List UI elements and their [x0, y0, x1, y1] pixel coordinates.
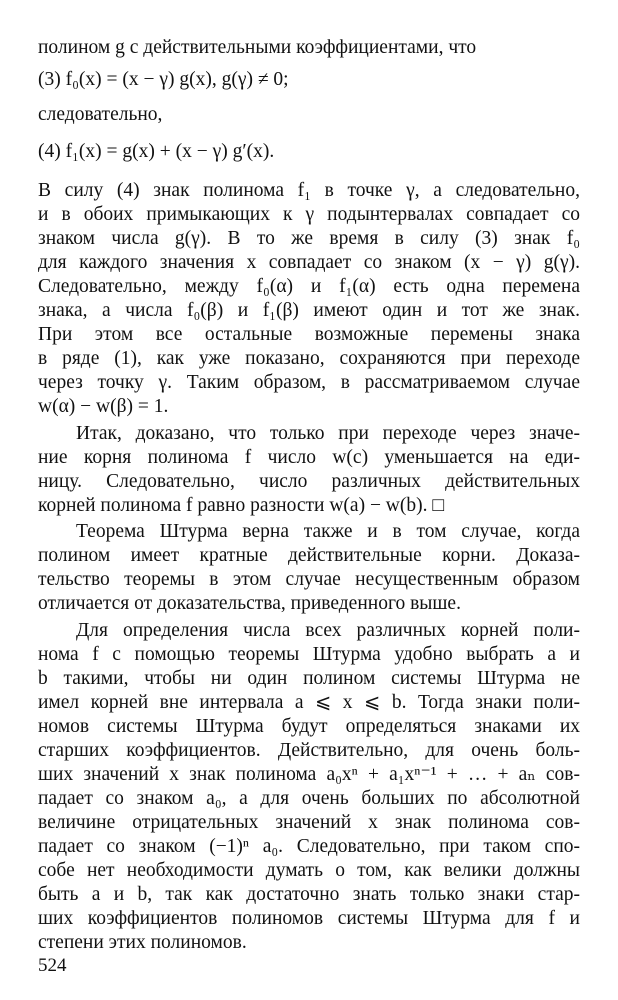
text-line: быть a и b, так как достаточно знать только знаки стар-	[38, 884, 580, 905]
text-line: следовательно,	[38, 104, 163, 125]
text-line: и в обоих примыкающих к γ подынтервалах совпадает со	[38, 204, 580, 225]
text-line: нома f с помощью теоремы Штурма удобно выбрать a и	[38, 644, 580, 665]
text-line: b такими, чтобы ни один полином системы Штурма не	[38, 668, 580, 689]
text-line: тельство теоремы в этом случае несущественным образом	[38, 569, 580, 590]
text-line: ших коэффициентов полиномов системы Штурма для f и	[38, 908, 580, 929]
text-line: для каждого значения x совпадает со знаком (x − γ) g(γ).	[38, 252, 580, 273]
text-line: w(α) − w(β) = 1.	[38, 396, 169, 417]
text-line: отличается от доказательства, приведенного выше.	[38, 593, 461, 614]
text-line: в ряде (1), как уже показано, сохраняются при переходе	[38, 348, 580, 369]
text-line: ницу. Следовательно, число различных действительных	[38, 471, 580, 492]
text-line: При этом все остальные возможные перемены знака	[38, 324, 580, 345]
text-line: через точку γ. Таким образом, в рассматриваемом случае	[38, 372, 580, 393]
text-line: величине отрицательных значений x знак полинома сов-	[38, 812, 580, 833]
text-line: номов системы Штурма будут определяться знаками их	[38, 716, 580, 737]
text-line: Теорема Штурма верна также и в том случае, когда	[76, 521, 580, 542]
text-line: знака, а числа f₀(β) и f₁(β) имеют один и тот же знак.	[38, 300, 580, 321]
text-line: Для определения числа всех различных корней поли-	[76, 620, 580, 641]
text-line: падает со знаком a₀, а для очень больших по абсолютной	[38, 788, 580, 809]
text-line: В силу (4) знак полинома f₁ в точке γ, а следовательно,	[38, 180, 580, 201]
text-line: Итак, доказано, что только при переходе через значе-	[76, 423, 580, 444]
text-line: знаком числа g(γ). В то же время в силу (3) знак f₀	[38, 228, 580, 249]
text-line: Следовательно, между f₀(α) и f₁(α) есть одна перемена	[38, 276, 580, 297]
text-line: падает со знаком (−1)ⁿ a₀. Следовательно, при таком спо-	[38, 836, 580, 857]
text-line: имел корней вне интервала a ⩽ x ⩽ b. Тогда знаки поли-	[38, 692, 580, 713]
text-line: собе нет необходимости думать о том, как велики должны	[38, 860, 580, 881]
text-line: (3) f₀(x) = (x − γ) g(x), g(γ) ≠ 0;	[38, 69, 289, 90]
text-line: корней полинома f равно разности w(a) − w(b). □	[38, 495, 445, 516]
text-line: ние корня полинома f число w(c) уменьшается на еди-	[38, 447, 580, 468]
text-line: ших значений x знак полинома a₀xⁿ + a₁xⁿ⁻¹ + … + aₙ сов-	[38, 764, 580, 785]
text-line: полином имеет кратные действительные корни. Доказа-	[38, 545, 580, 566]
page-number: 524	[38, 955, 67, 976]
text-line: старших коэффициентов. Действительно, для очень боль-	[38, 740, 580, 761]
text-line: (4) f₁(x) = g(x) + (x − γ) g′(x).	[38, 141, 275, 162]
text-line: степени этих полиномов.	[38, 932, 247, 953]
text-line: полином g с действительными коэффициентами, что	[38, 37, 477, 58]
